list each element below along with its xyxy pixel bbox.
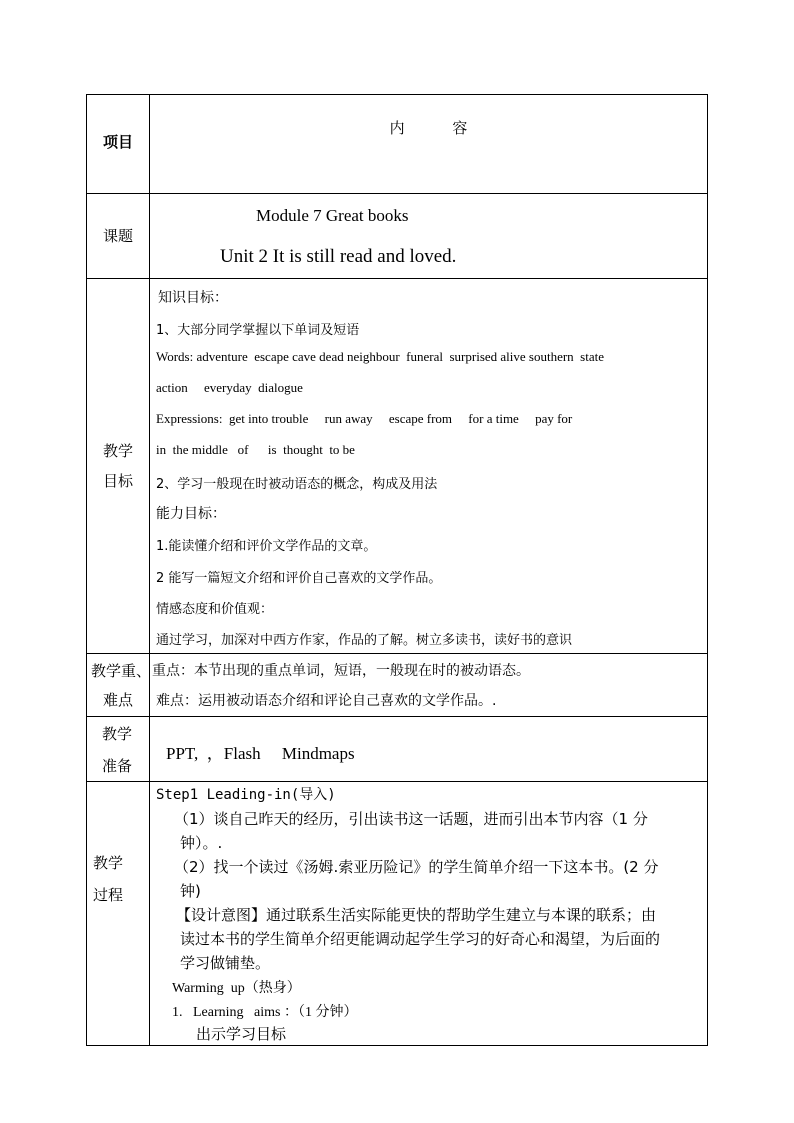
header-row: [87, 95, 708, 194]
goals-label-cell: [87, 279, 150, 654]
words-line-1: Words: adventure escape cave dead neighbour funeral surprised alive southern state: [156, 349, 605, 364]
topic-label: 课题: [102, 227, 133, 245]
design-line-1: 【设计意图】通过联系生活实际能更快的帮助学生建立与本课的联系；由: [176, 906, 657, 924]
header-item-cell: [87, 95, 150, 194]
expressions-line-1: Expressions: get into trouble run away escape from for a time pay for: [156, 411, 573, 426]
lesson-plan-table: [86, 94, 708, 1046]
goals-label-2: 目标: [102, 472, 133, 490]
unit-title: Unit 2 It is still read and loved.: [220, 246, 457, 267]
process-label-cell: [87, 782, 150, 1046]
header-item-label: 项目: [102, 133, 133, 151]
process-label-1: 教学: [93, 854, 124, 872]
design-line-2: 读过本书的学生简单介绍更能调动起学生学习的好奇心和渴望，为后面的: [180, 930, 661, 948]
prep-label-1: 教学: [102, 725, 133, 743]
ability-title: 能力目标：: [156, 506, 226, 522]
keypoints-label-2: 难点: [103, 691, 134, 709]
keypoints-label-cell: [87, 654, 150, 717]
key-point: 重点：本节出现的重点单词，短语，一般现在时的被动语态。: [152, 663, 530, 679]
process-label-2: 过程: [93, 886, 124, 904]
emotion-text: 通过学习，加深对中西方作家，作品的了解。树立多读书，读好书的意识: [156, 633, 573, 648]
emotion-title: 情感态度和价值观：: [156, 602, 274, 617]
goals-content-cell: [150, 279, 708, 654]
learning-aims: 1. Learning aims ：（1 分钟）: [172, 1005, 358, 1020]
knowledge-title: 知识目标：: [158, 290, 228, 306]
words-line-2: action everyday dialogue: [156, 380, 303, 395]
prep-label-cell: [87, 717, 150, 782]
design-line-3: 学习做铺垫。: [180, 954, 271, 972]
topic-label-cell: [87, 194, 150, 279]
p2-line-1: （2）找一个读过《汤姆.索亚历险记》的学生简单介绍一下这本书。(2 分: [174, 858, 659, 876]
difficult-point: 难点：运用被动语态介绍和评论自己喜欢的文学作品。.: [156, 693, 497, 709]
warming-up: Warming up（热身）: [172, 981, 301, 996]
topic-row: [87, 194, 708, 279]
goals-row: [87, 279, 708, 654]
module-title: Module 7 Great books: [256, 206, 409, 225]
p2-line-2: 钟): [180, 882, 201, 900]
header-content-cell: [150, 95, 708, 194]
p1-line-1: （1）谈自己昨天的经历，引出读书这一话题，进而引出本节内容（1 分: [174, 810, 648, 828]
show-aims: 出示学习目标: [196, 1025, 287, 1043]
ability-item-2: 2 能写一篇短文介绍和评价自己喜欢的文学作品。: [156, 571, 442, 586]
prep-row: [87, 717, 708, 782]
prep-label-2: 准备: [102, 757, 133, 775]
keypoints-label-1: 教学重、: [91, 662, 152, 680]
goal-item-1: 1、大部分同学掌握以下单词及短语: [156, 323, 360, 338]
header-content-label: 内 容: [389, 119, 468, 137]
ability-item-1: 1.能读懂介绍和评价文学作品的文章。: [156, 539, 377, 554]
p1-line-2: 钟）。.: [180, 834, 223, 852]
prep-content-cell: [150, 717, 708, 782]
topic-content-cell: [150, 194, 708, 279]
goal-item-2: 2、学习一般现在时被动语态的概念，构成及用法: [156, 477, 438, 492]
goals-label-1: 教学: [102, 442, 133, 460]
process-content-cell: [150, 782, 708, 1046]
step1-title: Step1 Leading-in(导入): [156, 787, 336, 803]
keypoints-content-cell: [150, 654, 708, 717]
prep-text: PPT, ，Flash Mindmaps: [166, 744, 355, 763]
keypoints-row: [87, 654, 708, 717]
expressions-line-2: in the middle of is thought to be: [156, 442, 355, 457]
process-row: [87, 782, 708, 1046]
